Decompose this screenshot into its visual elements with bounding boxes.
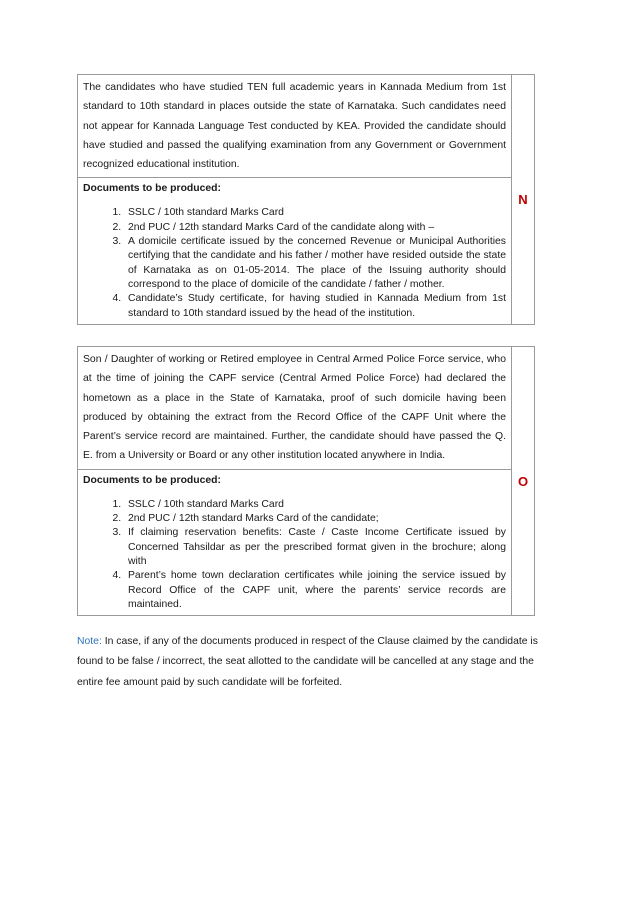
clause-o-description: Son / Daughter of working or Retired employee in Central Armed Police Force service, who at the time of joining the CAPF service (Central Armed Police Force) had declared the hometown as a place in the State of Karnataka, proof of such domicile having been produced by obtaining the extract from the Record Office of the CAPF Unit where the Parent’s service record are maintained. Further, the candidate should have passed the Q. E. from a University or Board or any other institution located anywhere in India.: [78, 347, 512, 470]
clause-n-document-item: 4. Candidate’s Study certificate, for having studied in Kannada Medium from 1st standard to 10th standard issued by the head of the institution.: [124, 292, 506, 321]
clause-n-documents-cell: [78, 178, 512, 324]
note-paragraph: [77, 632, 557, 693]
clause-n-description: The candidates who have studied TEN full academic years in Kannada Medium from 1st standard to 10th standard in places outside the state of Karnataka. Such candidates need not appear for Kannada Language Test conducted by KEA. Provided the candidate should have studied and passed the qualifying examination from any Government or Government recognized educational institution.: [78, 75, 512, 178]
clause-o-document-item: 4. Parent’s home town declaration certificates while joining the service issued by Record Office of the CAPF unit, where the parents’ service records are maintained.: [124, 569, 506, 612]
clause-n-code: N: [512, 75, 535, 325]
clause-n-table: [77, 74, 535, 325]
clause-o-documents-cell: [78, 469, 512, 615]
clause-n-document-item: 3. A domicile certificate issued by the concerned Revenue or Municipal Authorities certifying that the candidate and his father / mother have resided outside the state of Karnataka as on 01-05-2014. The place of the Issuing authority should correspond to the place of domicile of the candidate / father / mother.: [124, 235, 506, 292]
clause-o-documents-list: [83, 498, 506, 612]
clause-o-code: O: [512, 347, 535, 616]
clause-o-table: [77, 346, 535, 616]
clause-n-documents-heading: Documents to be produced:: [83, 183, 221, 195]
clause-o-document-item: 3. If claiming reservation benefits: Caste / Caste Income Certificate issued by Concerned Tahsildar as per the prescribed format given in the brochure; along with: [124, 526, 506, 569]
note-text: In case, if any of the documents produced in respect of the Clause claimed by the candidate is found to be false / incorrect, the seat allotted to the candidate will be cancelled at any stage and the entire fee amount paid by such candidate will be forfeited.: [77, 636, 538, 688]
clause-n-documents-list: [83, 206, 506, 320]
clause-n-document-item: 2. 2nd PUC / 12th standard Marks Card of the candidate along with –: [124, 221, 506, 235]
clause-o-document-item: 2. 2nd PUC / 12th standard Marks Card of the candidate;: [124, 512, 506, 526]
note-label: Note:: [77, 636, 102, 647]
clause-n-document-item: 1. SSLC / 10th standard Marks Card: [124, 206, 506, 220]
clause-o-document-item: 1. SSLC / 10th standard Marks Card: [124, 498, 506, 512]
clause-o-documents-heading: Documents to be produced:: [83, 474, 221, 486]
